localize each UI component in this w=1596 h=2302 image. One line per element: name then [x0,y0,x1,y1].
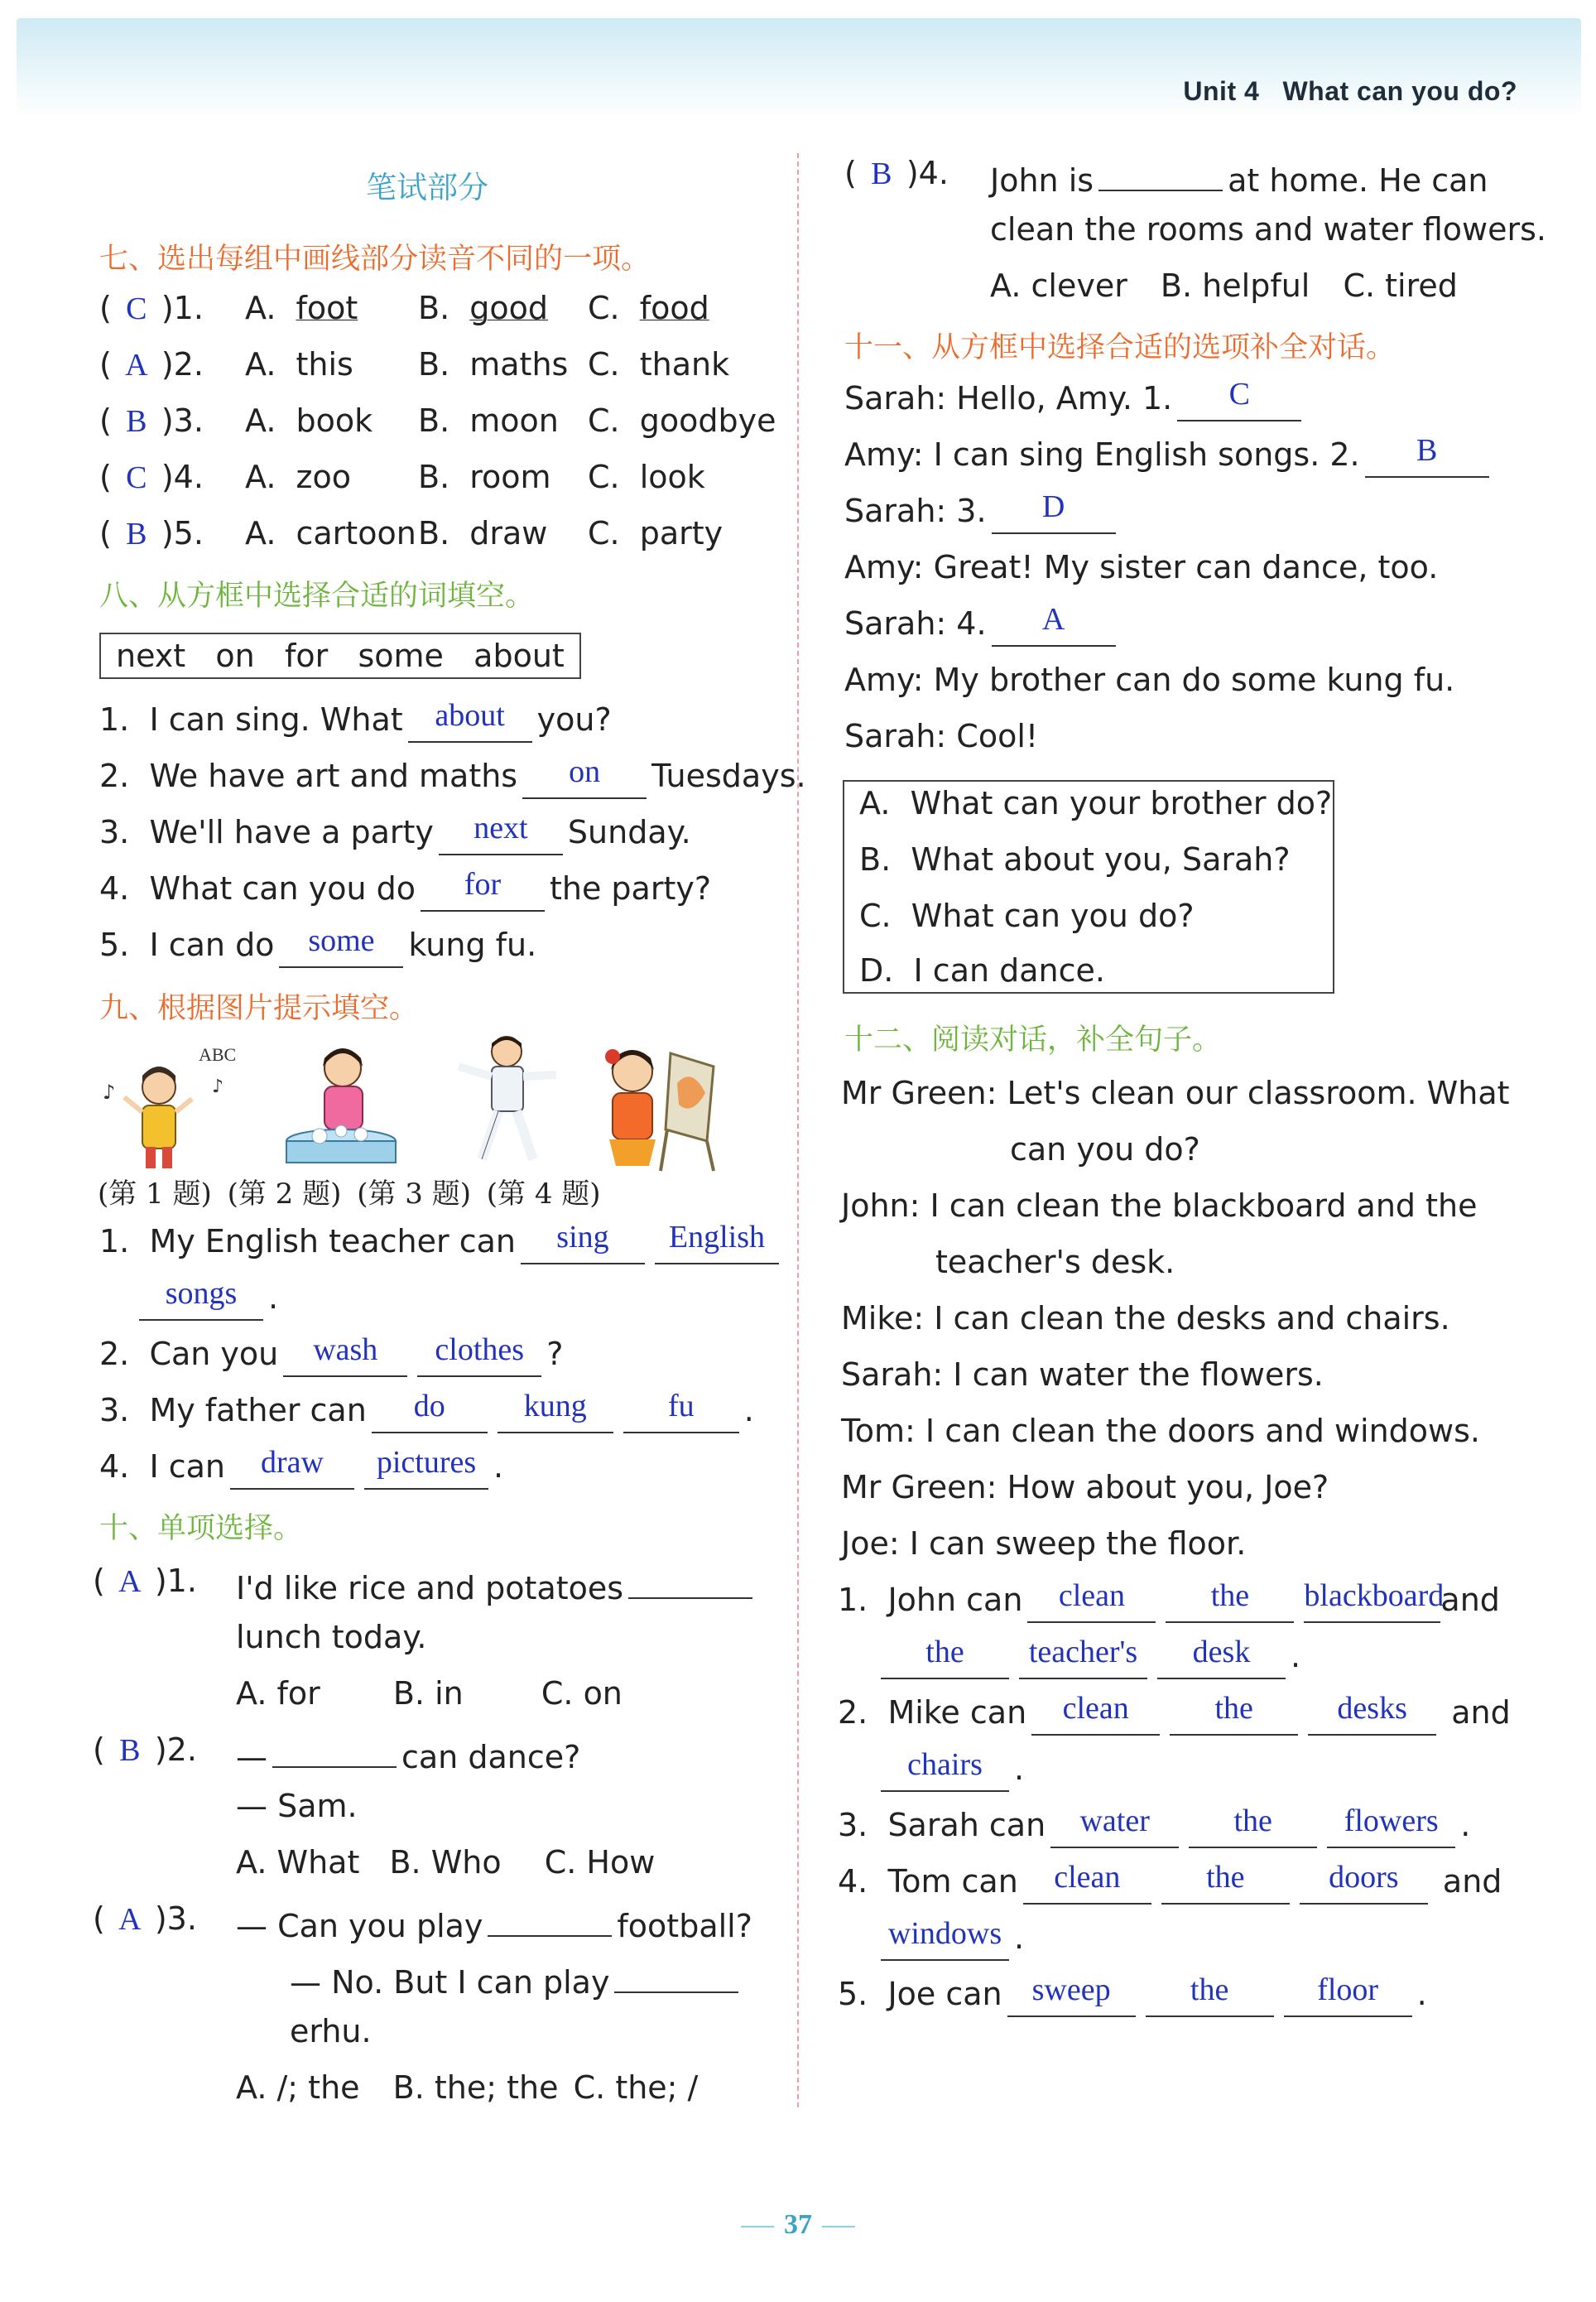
s11-line-3: Sarah: 3. D [844,491,1121,534]
column-divider [797,153,799,2107]
s8-answer-2: on [569,754,601,789]
s7-opt-b: B. maths [418,346,569,383]
option-c: C. What can you do? [859,898,1195,934]
s12-q5-answer-2: the [1190,1972,1229,2007]
caption-2: (第 2 题) [227,1177,342,1211]
s9-q1-answer-3: songs [165,1276,238,1311]
s12-q2-answer-3: desks [1337,1691,1407,1726]
section-7-heading: 七、选出每组中画线部分读音不同的一项。 [99,243,651,276]
s12-q4-answer-3: doors [1329,1860,1399,1895]
unit-title: What can you do? [1282,76,1517,106]
caption-3: (第 3 题) [357,1177,471,1211]
section-9-heading: 九、根据图片提示填空。 [99,992,419,1025]
s9-q3-answer-2: kung [523,1389,587,1423]
section-title: 笔试部分 [366,170,488,205]
s7-opt-c: C. thank [588,346,730,383]
s7-opt-c: C. goodbye [588,402,776,439]
dialog-line-7: Tom: I can clean the doors and windows. [841,1413,1480,1449]
option-d: D. I can dance. [859,952,1105,989]
s10-q1-line2: lunch today. [236,1619,427,1655]
s12-q1-answer-4: the [925,1635,964,1669]
picture-captions [98,1174,601,1214]
s11-line-7: Sarah: Cool! [844,718,1039,754]
s11-answer-2: B [1416,433,1438,468]
s12-q3-answer-2: the [1233,1804,1272,1838]
r-q4: ( B )4. [844,153,949,194]
s9-item-3: 3. My father can do kung fu . [99,1390,754,1433]
picture-kung-fu [447,1027,571,1172]
picture-singing-teacher [99,1039,237,1172]
s8-answer-3: next [474,811,528,845]
s12-q4-answer-4: windows [887,1916,1002,1951]
s8-item-1: 1. I can sing. What about you? [99,700,612,743]
s11-line-1: Sarah: Hello, Amy. 1. C [844,378,1306,421]
s9-item-1-cont: songs . [134,1278,278,1321]
s12-q4-line1: 4. Tom can clean the doors and [838,1861,1502,1905]
s10-q1-options: A. for B. in C. on [236,1675,623,1712]
s11-line-4: Amy: Great! My sister can dance, too. [844,549,1439,585]
dialog-line-1: Mr Green: Let's clean our classroom. What [841,1075,1510,1111]
s12-q3: 3. Sarah can water the flowers . [838,1805,1470,1848]
s12-q2-answer-2: the [1214,1691,1253,1726]
r-q4-line1: John is at home. He can [990,153,1488,200]
s10-q2: ( B )2. [93,1730,197,1770]
unit-label: Unit 4 [1183,76,1260,106]
word-box: next on for some about [99,633,581,679]
s7-opt-a: A. book [245,402,373,439]
s8-item-5: 5. I can do some kung fu. [99,925,536,968]
dialog-line-6: Sarah: I can water the flowers. [841,1356,1324,1393]
s7-row-4: ( C )4. [99,457,204,498]
s10-q1: ( A )1. [93,1561,197,1601]
dialog-line-9: Joe: I can sweep the floor. [841,1525,1247,1562]
dialog-line-2: can you do? [1010,1131,1200,1168]
s7-answer-2: A [125,348,148,383]
s7-answer-1: C [126,291,147,326]
s9-q2-answer-2: clothes [435,1332,525,1367]
s11-line-5: Sarah: 4. A [844,604,1121,647]
s12-q1-answer-6: desk [1192,1635,1251,1669]
s12-q2-answer-1: clean [1062,1691,1129,1726]
s12-q1-answer-2: the [1210,1578,1250,1613]
s8-item-3: 3. We'll have a party next Sunday. [99,812,691,855]
s7-opt-b: B. moon [418,402,559,439]
s7-answer-5: B [126,517,147,551]
section-10-heading: 十、单项选择。 [99,1512,303,1545]
s11-line-2: Amy: I can sing English songs. 2. B [844,435,1494,478]
caption-4: (第 4 题) [486,1177,601,1211]
s12-q1-line1: 1. John can clean the blackboardand [838,1580,1500,1623]
s7-opt-c: C. look [588,459,705,495]
s11-line-6: Amy: My brother can do some kung fu. [844,662,1455,698]
s7-num: )1. [161,290,204,326]
s10-q3-line2: — No. But I can play [290,1955,743,2002]
s7-row-1: ( C )1. [99,288,204,329]
s12-q2-answer-4: chairs [907,1747,983,1782]
s11-answer-4: A [1041,602,1065,637]
s7-answer-4: C [126,460,147,495]
s7-opt-a: A. cartoon [245,515,416,551]
picture-caption-abc: ABC [199,1044,237,1065]
r-q4-options: A. clever B. helpful C. tired [990,267,1458,304]
dialog-line-5: Mike: I can clean the desks and chairs. [841,1300,1450,1336]
page-number [0,2209,1596,2241]
caption-1: (第 1 题) [98,1177,212,1211]
svg-text:♪: ♪ [103,1081,116,1104]
s10-q3-options: A. /; the B. the; the C. the; / [236,2069,699,2106]
s12-q3-answer-3: flowers [1344,1804,1439,1838]
s9-q3-answer-1: do [413,1389,445,1423]
s11-answer-1: C [1228,377,1250,412]
s10-q1-line1: I'd like rice and potatoes [236,1561,757,1608]
r-q4-answer: B [871,157,892,191]
s10-answer-2: B [119,1733,141,1768]
option-b: B. What about you, Sarah? [859,841,1291,878]
s8-item-2: 2. We have art and maths on Tuesdays. [99,756,806,799]
s7-opt-c: C. food [588,290,709,326]
s7-row-3: ( B )3. [99,401,204,441]
s8-answer-4: for [464,867,502,902]
s12-q2-line2: chairs . [876,1749,1024,1792]
dialog-line-4: teacher's desk. [935,1244,1175,1280]
s12-q4-line2: windows . [876,1918,1024,1961]
s11-answer-3: D [1041,489,1065,524]
picture-drawing [584,1033,725,1174]
s8-answer-1: about [435,698,505,733]
s7-opt-a: A. zoo [245,459,351,495]
s8-answer-5: some [308,923,375,958]
s10-answer-1: A [118,1564,142,1599]
s7-opt-b: B. room [418,459,551,495]
s10-q3-line3: erhu. [290,2013,372,2049]
s9-q3-answer-3: fu [667,1389,695,1423]
s9-q4-answer-2: pictures [376,1445,477,1480]
s9-item-1: 1. My English teacher can sing English [99,1221,784,1264]
page-number-value: 37 [784,2209,812,2240]
dialog-line-3: John: I can clean the blackboard and the [841,1187,1478,1224]
s7-opt-a: A. foot [245,290,358,326]
s9-q1-answer-1: sing [556,1220,609,1255]
s12-q5-answer-3: floor [1317,1972,1379,2007]
s7-opt-c: C. party [588,515,723,551]
s10-q2-line1: — can dance? [236,1730,580,1777]
s12-q1-answer-5: teacher's [1028,1635,1138,1669]
section-11-heading: 十一、从方框中选择合适的选项补全对话。 [844,331,1396,364]
s12-q1-answer-3: blackboard [1304,1578,1445,1613]
s12-q1-answer-1: clean [1058,1578,1125,1613]
dialog-line-8: Mr Green: How about you, Joe? [841,1469,1329,1505]
picture-washing-clothes [270,1035,411,1172]
s12-q4-answer-2: the [1206,1860,1245,1895]
section-12-heading: 十二、阅读对话，补全句子。 [844,1023,1222,1057]
s9-item-2: 2. Can you wash clothes ? [99,1334,563,1377]
r-q4-line2: clean the rooms and water flowers. [990,211,1546,248]
s12-q5-answer-1: sweep [1031,1972,1111,2007]
s7-answer-3: B [126,404,147,439]
s12-q2-line1: 2. Mike can clean the desks and [838,1693,1511,1736]
s7-row-5: ( B )5. [99,513,204,554]
s7-opt-b: B. good [418,290,548,326]
s9-q2-answer-1: wash [313,1332,378,1367]
svg-text:♪: ♪ [212,1076,224,1097]
option-a: A. What can your brother do? [859,785,1333,821]
section-8-heading: 八、从方框中选择合适的词填空。 [99,580,535,613]
s12-q3-answer-1: water [1079,1804,1150,1838]
s7-opt-b: B. draw [418,515,548,551]
s9-item-4: 4. I can draw pictures . [99,1447,503,1490]
s10-q3-line1: — Can you play football? [236,1899,752,1946]
s12-q5: 5. Joe can sweep the floor . [838,1974,1427,2017]
s8-item-4: 4. What can you do for the party? [99,869,711,912]
s12-q1-line2: the teacher's desk . [876,1636,1300,1679]
s10-q2-line2: — Sam. [236,1788,358,1824]
s10-q2-options: A. What B. Who C. How [236,1844,656,1881]
s7-row-2: ( A )2. [99,344,204,385]
s10-answer-3: A [118,1902,142,1937]
s9-q1-answer-2: English [668,1220,766,1255]
s7-opt-a: A. this [245,346,353,383]
s12-q4-answer-1: clean [1054,1860,1121,1895]
unit-header [1183,76,1517,107]
s10-q3: ( A )3. [93,1899,197,1939]
s9-q4-answer-1: draw [261,1445,324,1480]
